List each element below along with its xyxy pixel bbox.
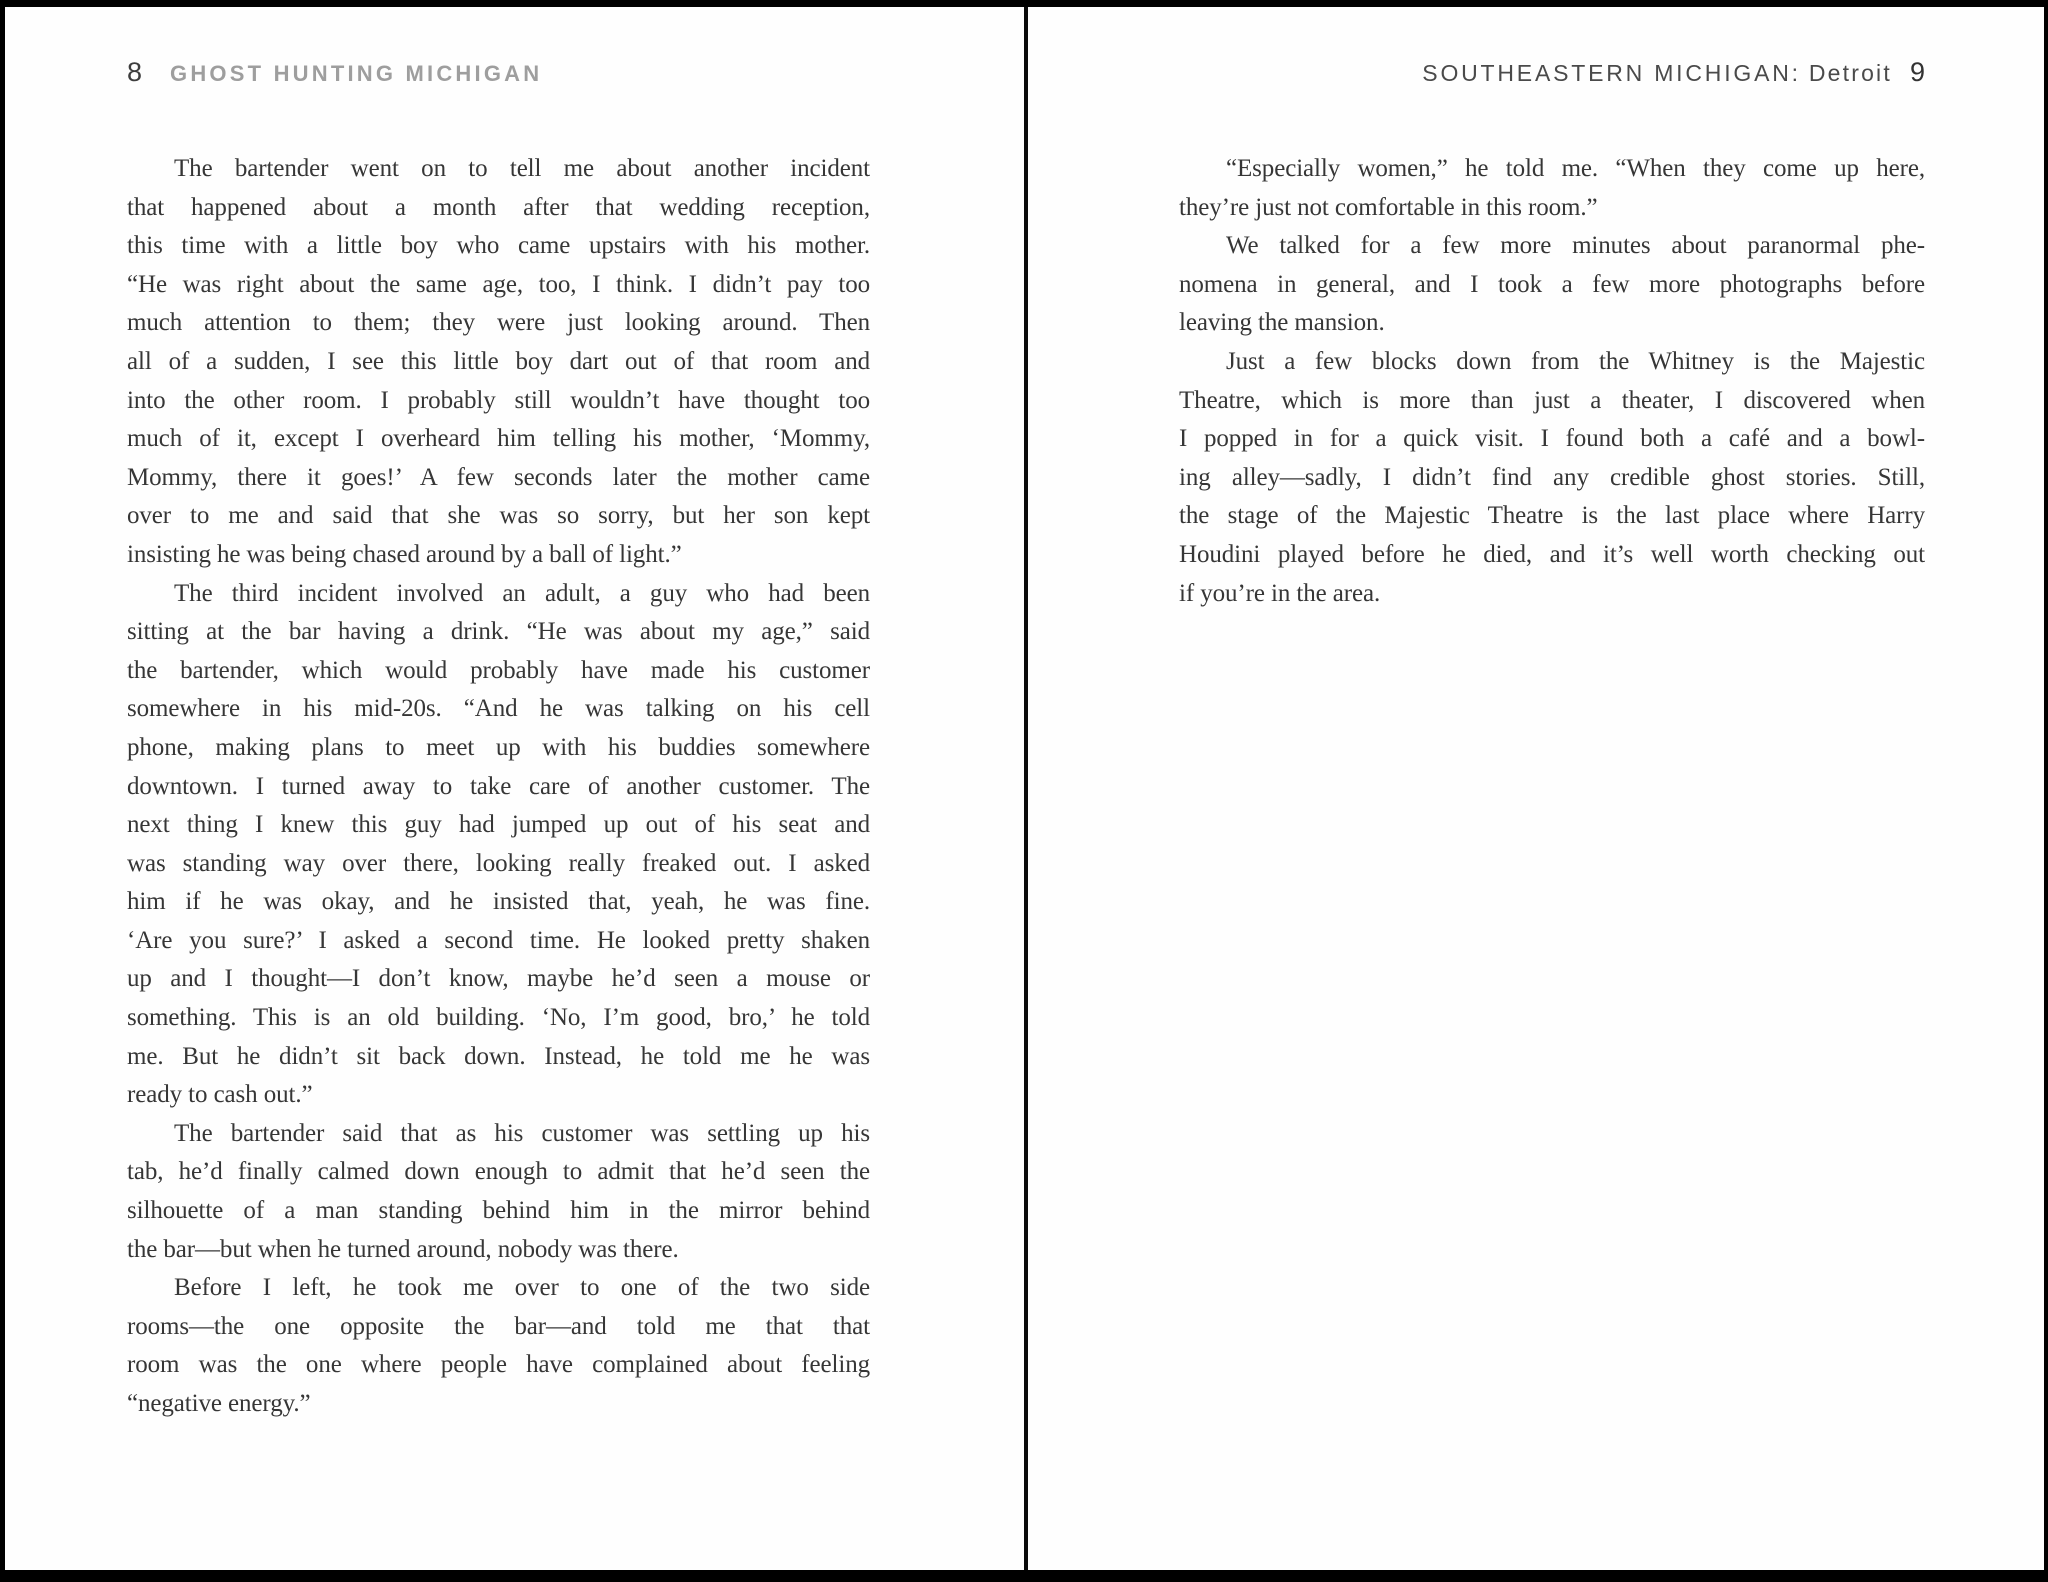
text-line: the bar—but when he turned around, nobody was there. <box>127 1235 679 1263</box>
text-line: The third incident involved an adult, a guy who had been <box>174 579 870 607</box>
page-body-right <box>1179 150 1925 613</box>
text-line: something. This is an old building. ‘No, I’m good, bro,’ he told <box>127 1004 870 1032</box>
text-line: silhouette of a man standing behind him in the mirror behind <box>127 1197 870 1225</box>
running-header-left <box>127 57 542 91</box>
text-line: that happened about a month after that wedding reception, <box>127 193 870 221</box>
text-line: phone, making plans to meet up with his buddies somewhere <box>127 733 870 761</box>
text-line: nomena in general, and I took a few more photographs before <box>1179 270 1925 298</box>
text-line: Mommy, there it goes!’ A few seconds later the mother came <box>127 463 870 491</box>
text-line: over to me and said that she was so sorry, but her son kept <box>127 502 870 530</box>
text-line: into the other room. I probably still wouldn’t have thought too <box>127 386 870 414</box>
text-line: much of it, except I overheard him telling his mother, ‘Mommy, <box>127 425 870 453</box>
text-line: somewhere in his mid-20s. “And he was talking on his cell <box>127 695 870 723</box>
text-line: Theatre, which is more than just a theater, I discovered when <box>1179 386 1925 414</box>
text-line: downtown. I turned away to take care of another customer. The <box>127 772 870 800</box>
text-line: The bartender said that as his customer was settling up his <box>174 1119 870 1147</box>
page-number-left: 8 <box>127 57 144 87</box>
text-line: The bartender went on to tell me about another incident <box>174 155 870 182</box>
text-line: sitting at the bar having a drink. “He was about my age,” said <box>127 618 870 646</box>
text-line: was standing way over there, looking really freaked out. I asked <box>127 849 870 877</box>
text-line: next thing I knew this guy had jumped up out of his seat and <box>127 811 870 839</box>
text-line: if you’re in the area. <box>1179 579 1381 607</box>
running-head-left: GHOST HUNTING MICHIGAN <box>170 61 543 86</box>
running-head-right: SOUTHEASTERN MICHIGAN: <box>1422 60 1801 86</box>
text-line: me. But he didn’t sit back down. Instead, he told me he was <box>127 1042 870 1070</box>
text-line: they’re just not comfortable in this room.” <box>1179 193 1598 221</box>
text-line: this time with a little boy who came upstairs with his mother. <box>127 232 870 260</box>
text-line: tab, he’d finally calmed down enough to admit that he’d seen the <box>127 1158 870 1186</box>
text-line: the bartender, which would probably have made his customer <box>127 656 870 684</box>
text-line: insisting he was being chased around by a ball of light.” <box>127 540 682 568</box>
text-line: much attention to them; they were just looking around. Then <box>127 309 870 337</box>
text-line: room was the one where people have complained about feeling <box>127 1351 870 1379</box>
text-line: “Especially women,” he told me. “When they come up here, <box>1226 155 1925 182</box>
text-line: We talked for a few more minutes about paranormal phe- <box>1226 232 1925 260</box>
text-line: I popped in for a quick visit. I found both a café and a bowl- <box>1179 425 1925 453</box>
text-line: him if he was okay, and he insisted that, yeah, he was fine. <box>127 888 870 916</box>
text-line: “He was right about the same age, too, I think. I didn’t pay too <box>127 270 870 298</box>
page-number-right: 9 <box>1909 57 1925 87</box>
text-line: ing alley—sadly, I didn’t find any credible ghost stories. Still, <box>1179 463 1925 491</box>
text-line: Just a few blocks down from the Whitney is the Majestic <box>1226 347 1925 375</box>
text-line: rooms—the one opposite the bar—and told me that that <box>127 1312 870 1340</box>
page-body-left <box>127 150 870 1424</box>
text-line: the stage of the Majestic Theatre is the last place where Harry <box>1179 502 1925 530</box>
text-line: leaving the mansion. <box>1179 309 1385 337</box>
running-head-right-chapter: Detroit <box>1808 60 1892 86</box>
text-line: ‘Are you sure?’ I asked a second time. He looked pretty shaken <box>127 926 870 954</box>
text-line: Before I left, he took me over to one of the two side <box>174 1274 870 1302</box>
text-line: all of a sudden, I see this little boy dart out of that room and <box>127 347 870 375</box>
running-header-right <box>1179 57 1925 91</box>
text-line: “negative energy.” <box>127 1390 311 1417</box>
text-line: ready to cash out.” <box>127 1081 313 1109</box>
text-line: up and I thought—I don’t know, maybe he’d seen a mouse or <box>127 965 870 993</box>
text-line: Houdini played before he died, and it’s well worth checking out <box>1179 540 1925 568</box>
page-gutter-divider <box>1024 0 1028 1582</box>
